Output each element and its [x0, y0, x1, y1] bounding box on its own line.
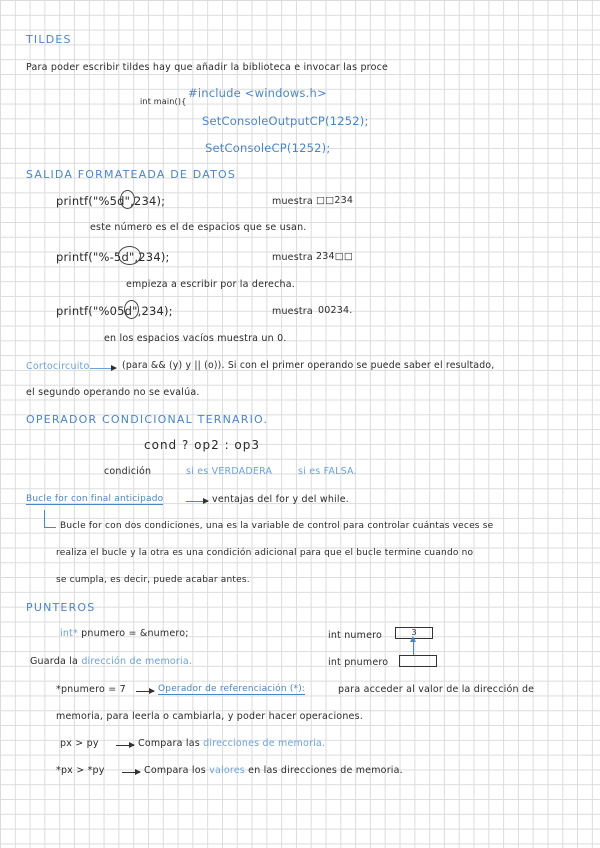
compare2-text: Compara los [144, 765, 206, 776]
arrow-icon [186, 501, 208, 502]
pointer-declaration [60, 628, 189, 639]
ex1-output: □□234 [316, 195, 354, 206]
bracket-line [44, 527, 56, 528]
guarda-line [30, 656, 192, 667]
compare2-rest: en las direcciones de memoria. [248, 765, 403, 776]
include-line: #include <windows.h> [188, 86, 327, 100]
arrow-up-icon [410, 636, 416, 642]
highlight-circle [120, 190, 135, 209]
ternary-true-label: si es VERDADERA [186, 466, 273, 477]
section-title-punteros: PUNTEROS [26, 601, 96, 614]
deref-text2: memoria, para leerla o cambiarla, y poder hacer operaciones. [56, 711, 363, 722]
bucle-summary: ventajas del for y del while. [212, 494, 349, 505]
memory-box-pnumero [399, 655, 437, 667]
var-pnumero-label: int pnumero [328, 657, 389, 668]
ex1-note: este número es el de espacios que se usan. [90, 222, 307, 233]
pointer-decl-rest: pnumero = &numero; [77, 628, 189, 639]
compare1-code: px > py [60, 738, 99, 749]
arrow-icon [136, 691, 154, 692]
arrow-icon [122, 772, 140, 773]
compare1-line [138, 738, 325, 749]
var-numero-label: int numero [328, 630, 383, 641]
pointer-type: int* [60, 628, 78, 639]
ex3-label: muestra [272, 306, 313, 317]
cortocircuito-line2: el segundo operando no se evalúa. [26, 387, 200, 398]
set-output-line: SetConsoleOutputCP(1252); [202, 114, 369, 128]
ex1-label: muestra [272, 196, 313, 207]
guarda-emphasis: dirección de memoria. [81, 656, 193, 667]
ex2-label: muestra [272, 252, 313, 263]
ternary-false-label: si es FALSA. [298, 466, 357, 477]
bucle-line3: se cumpla, es decir, puede acabar antes. [56, 575, 250, 585]
printf-example-2: printf("%-5d",234); [56, 250, 170, 264]
ternary-expression: cond ? op2 : op3 [144, 438, 261, 452]
arrow-icon [116, 745, 134, 746]
deref-term: Operador de referenciación (*): [158, 684, 306, 694]
memory-box-value: 3 [411, 628, 417, 637]
compare2-code: *px > *py [56, 765, 105, 776]
section-title-ternario: OPERADOR CONDICIONAL TERNARIO. [26, 413, 269, 426]
deref-text: para acceder al valor de la dirección de [338, 684, 535, 695]
compare1-text: Compara las [138, 738, 200, 749]
deref-code: *pnumero = 7 [56, 684, 126, 695]
compare1-emphasis: direcciones de memoria. [203, 738, 326, 749]
term-bucle: Bucle for con final anticipado [26, 494, 164, 504]
guarda-text: Guarda la [30, 656, 79, 667]
arrow-icon [90, 368, 116, 369]
main-line: int main(){ [140, 97, 187, 106]
ex3-output: 00234. [318, 305, 353, 316]
cortocircuito-line1: (para && (y) y || (o)). Si con el primer operando se puede saber el resultado, [122, 360, 495, 371]
highlight-circle [118, 246, 141, 265]
tildes-intro: Para poder escribir tildes hay que añadir la biblioteca e invocar las proce [26, 62, 389, 73]
ex3-note: en los espacios vacíos muestra un 0. [104, 333, 287, 344]
term-cortocircuito: Cortocircuito [26, 361, 90, 372]
ex2-note: empieza a escribir por la derecha. [126, 279, 295, 290]
printf-example-3: printf("%05d",234); [56, 304, 173, 318]
compare2-emphasis: valores [209, 765, 245, 776]
printf-example-1: printf("%5d",234); [56, 194, 166, 208]
bucle-line2: realiza el bucle y la otra es una condición adicional para que el bucle termine cuando no [56, 548, 474, 558]
ex2-output: 234□□ [316, 251, 354, 262]
bracket-line [44, 510, 45, 528]
section-title-salida: SALIDA FORMATEADA DE DATOS [26, 168, 237, 181]
highlight-circle [124, 300, 139, 319]
set-input-line: SetConsoleCP(1252); [205, 141, 331, 155]
bucle-line1: Bucle for con dos condiciones, una es la variable de control para controlar cuántas veces se [60, 521, 494, 531]
section-title-tildes: TILDES [26, 33, 72, 46]
ternary-cond-label: condición [104, 466, 152, 477]
compare2-line [144, 765, 403, 776]
